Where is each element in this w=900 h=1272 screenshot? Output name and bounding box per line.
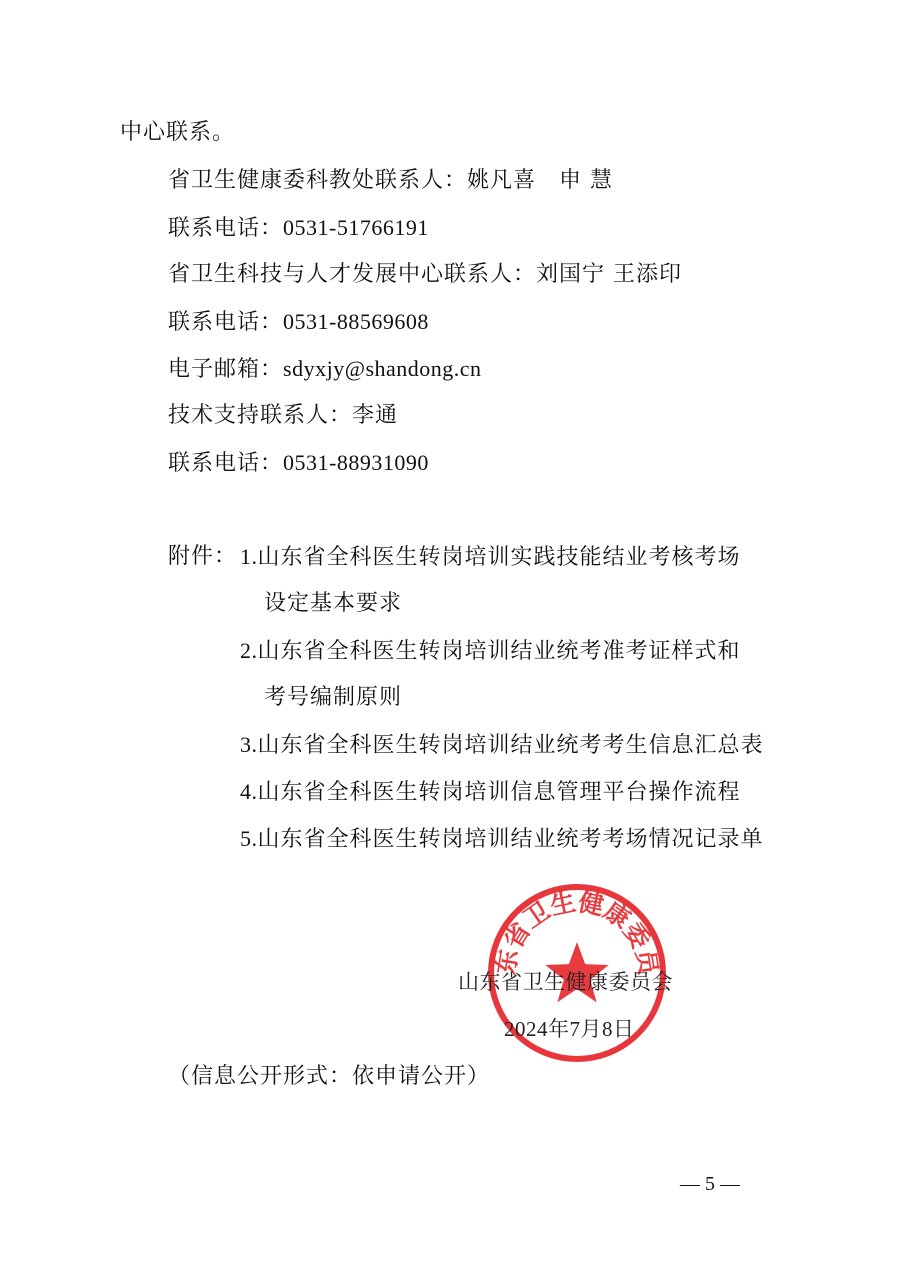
attachment-title: 山东省全科医生转岗培训结业统考考生信息汇总表 bbox=[257, 733, 764, 758]
attachment-number: 5. bbox=[240, 826, 258, 851]
disclosure-note: （信息公开形式：依申请公开） bbox=[168, 1064, 491, 1089]
signature-org: 山东省卫生健康委员会 bbox=[458, 970, 673, 994]
attachment-item-2-cont: 考号编制原则 bbox=[264, 685, 403, 710]
contact-label: 联系电话： bbox=[168, 451, 284, 476]
contact-value: 刘国宁 王添印 bbox=[536, 262, 683, 287]
page-number: — 5 — bbox=[680, 1173, 740, 1195]
contact-label: 省卫生健康委科教处联系人： bbox=[168, 168, 468, 193]
attachment-title: 山东省全科医生转岗培训结业统考准考证样式和 bbox=[257, 639, 741, 664]
attachment-item-1 bbox=[240, 542, 741, 573]
contact-label: 省卫生科技与人才发展中心联系人： bbox=[168, 262, 537, 287]
contact-phone: 0531-88931090 bbox=[283, 450, 429, 475]
contact-line-2 bbox=[168, 213, 429, 244]
intro-end-text: 中心联系。 bbox=[120, 120, 236, 145]
attachment-title: 山东省全科医生转岗培训信息管理平台操作流程 bbox=[257, 780, 741, 805]
contact-line-6 bbox=[168, 401, 398, 431]
contact-phone: 0531-88569608 bbox=[283, 309, 429, 334]
attachment-title: 山东省全科医生转岗培训结业统考考场情况记录单 bbox=[257, 827, 764, 852]
seal-text-path: 东省卫生健康委员 bbox=[491, 887, 663, 977]
contact-phone: 0531-51766191 bbox=[283, 215, 429, 240]
contact-value: 姚凡喜 申 慧 bbox=[467, 168, 614, 193]
attachment-number: 3. bbox=[240, 732, 258, 757]
attachment-item-2 bbox=[240, 636, 741, 667]
attachment-number: 4. bbox=[240, 779, 258, 804]
attachment-item-3 bbox=[240, 730, 764, 761]
attachment-item-5 bbox=[240, 824, 764, 855]
contact-line-7 bbox=[168, 448, 429, 479]
contact-line-1 bbox=[168, 166, 613, 196]
attachment-title: 山东省全科医生转岗培训实践技能结业考核考场 bbox=[257, 545, 741, 570]
attachment-number: 2. bbox=[240, 638, 258, 663]
contact-line-5 bbox=[168, 354, 482, 385]
contact-label: 电子邮箱： bbox=[168, 357, 284, 382]
attachment-item-4 bbox=[240, 777, 741, 808]
contact-label: 联系电话： bbox=[168, 216, 284, 241]
contact-label: 技术支持联系人： bbox=[168, 403, 353, 428]
attachment-number: 1. bbox=[240, 544, 258, 569]
contact-label: 联系电话： bbox=[168, 310, 284, 335]
contact-email[interactable]: sdyxjy@shandong.cn bbox=[283, 356, 482, 381]
attachments-label: 附件： bbox=[168, 544, 238, 569]
attachment-item-1-cont: 设定基本要求 bbox=[264, 591, 403, 616]
signature-date: 2024年7月8日 bbox=[504, 1017, 635, 1041]
contact-line-4 bbox=[168, 307, 429, 338]
contact-line-3 bbox=[168, 260, 682, 290]
contact-value: 李通 bbox=[352, 403, 399, 428]
